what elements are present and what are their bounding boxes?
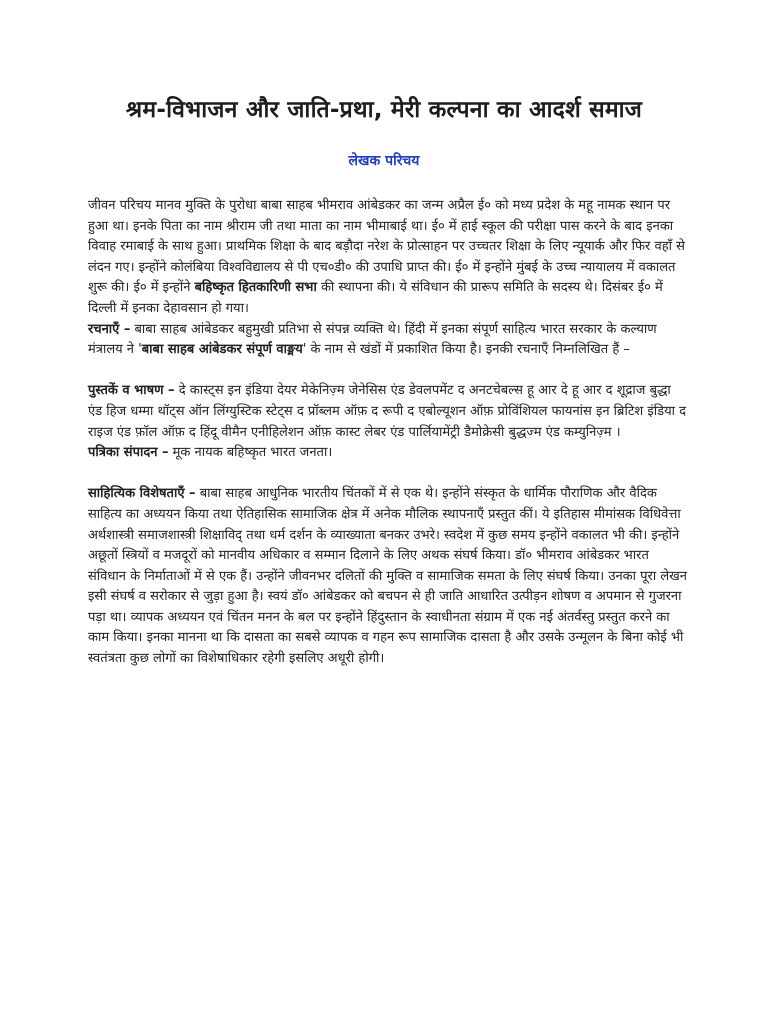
biography-paragraph — [88, 196, 688, 320]
paragraph-spacer — [88, 464, 688, 485]
bio-text-1: जीवन परिचय मानव मुक्ति के पुरोधा बाबा साहब भीमराव आंबेडकर का जन्म अप्रैल ई० को मध्य प्रदेश के महू नामक स्थान पर हुआ था। इनके पिता का नाम श्रीराम जी तथा माता का नाम भीमाबाई था। ई० में हाई स्कूल की परीक्षा पास करने के बाद इनका विवाह रमाबाई के साथ हुआ। प्राथमिक शिक्षा के बाद बड़ौदा नरेश के प्रोत्साहन पर उच्चतर शिक्षा के लिए न्यूयार्क और फिर वहाँ से लंदन गए। इन्होंने कोलंबिया विश्वविद्यालय से पी एच०डी० की उपाधि प्राप्त की। ई० में इन्होंने मुंबई के उच्च न्यायालय में वकालत शुरू की। ई० में इन्होंने — [88, 198, 685, 296]
paragraph-spacer — [88, 361, 688, 382]
features-paragraph — [88, 484, 688, 669]
features-label: साहित्यिक विशेषताएँ – — [88, 486, 196, 502]
works-label: रचनाएँ – — [88, 321, 131, 337]
works-paragraph — [88, 320, 688, 361]
magazines-label: पत्रिका संपादन – — [88, 445, 169, 461]
bio-bold-sabha: बहिष्कृत हितकारिणी सभा — [194, 280, 317, 296]
works-text-2: ' के नाम से खंडों में प्रकाशित किया है। इनकी रचनाएँ निम्नलिखित हैं – — [302, 342, 630, 358]
section-subtitle: लेखक परिचय — [348, 153, 420, 169]
magazines-paragraph — [88, 443, 688, 464]
bio-text-2: की स्थापना की। ये संविधान की प्रारूप समिति के सदस्य थे। दिसंबर ई० में दिल्ली में इनका देहावसान हो गया। — [88, 280, 663, 316]
books-text: दे कास्ट्स इन इंडिया देयर मेकेनिज़्म जेनेसिस एंड डेवलपमेंट द अनटचेबल्स हू आर दे हू आर द शूद्राज बुद्धा एंड हिज धम्मा थॉट्स ऑन लिंग्युस्टिक स्टेट्स द प्रॉब्लम ऑफ़ द रूपी द एबोल्यूशन ऑफ़ प्रोविंशियल फायनांस इन ब्रिटिश इंडिया द राइज एंड फ़ॉल ऑफ़ द हिंदू वीमैन एनीहिलेशन ऑफ़ कास्ट लेबर एंड पार्लियामेंट्री डैमोक्रेसी बुद्धज्म एंड कम्युनिज़्म । — [88, 383, 687, 440]
books-label: पुस्तकें व भाषण – — [88, 383, 175, 399]
features-text: बाबा साहब आधुनिक भारतीय चिंतकों में से एक थे। इन्होंने संस्कृत के धार्मिक पौराणिक और वैदिक साहित्य का अध्ययन किया तथा ऐतिहासिक सामाजिक क्षेत्र में अनेक मौलिक स्थापनाएँ प्रस्तुत कीं। ये इतिहास मीमांसक विधिवेत्ता अर्थशास्त्री समाजशास्त्री शिक्षाविद् तथा धर्म दर्शन के व्याख्याता बनकर उभरे। स्वदेश में कुछ समय इन्होंने वकालत भी की। इन्होंने अछूतों स्त्रियों व मजदूरों को मानवीय अधिकार व सम्मान दिलाने के लिए अथक संघर्ष किया। डॉ० भीमराव आंबेडकर भारत संविधान के निर्माताओं में से एक हैं। उन्होंने जीवनभर दलितों की मुक्ति व सामाजिक समता के लिए संघर्ष किया। उनका पूरा लेखन इसी संघर्ष व सरोकार से जुड़ा हुआ है। स्वयं डॉ० आंबेडकर को बचपन से ही जाति आधारित उत्पीड़न शोषण व अपमान से गुजरना पड़ा था। व्यापक अध्ययन एवं चिंतन मनन के बल पर इन्होंने हिंदुस्तान के स्वाधीनता संग्राम में एक नई अंतर्वस्तु प्रस्तुत करने का काम किया। इनका मानना था कि दासता का सबसे व्यापक व गहन रूप सामाजिक दासता है और उसके उन्मूलन के बिना कोई भी स्वतंत्रता कुछ लोगों का विशेषाधिकार रहेगी इसलिए अधूरी होगी। — [88, 486, 688, 667]
books-paragraph — [88, 381, 688, 443]
page-title: श्रम-विभाजन और जाति-प्रथा, मेरी कल्पना का आदर्श समाज — [125, 97, 643, 123]
works-bold-vangmay: बाबा साहब आंबेडकर संपूर्ण वाङ्मय — [141, 342, 303, 358]
magazines-text: मूक नायक बहिष्कृत भारत जनता। — [168, 445, 333, 461]
works-text-1: बाबा साहब आंबेडकर बहुमुखी प्रतिभा से संपन्न व्यक्ति थे। हिंदी में इनका संपूर्ण साहित्य भारत सरकार के कल्याण मंत्रालय ने ' — [88, 321, 657, 358]
document-body — [88, 196, 688, 670]
